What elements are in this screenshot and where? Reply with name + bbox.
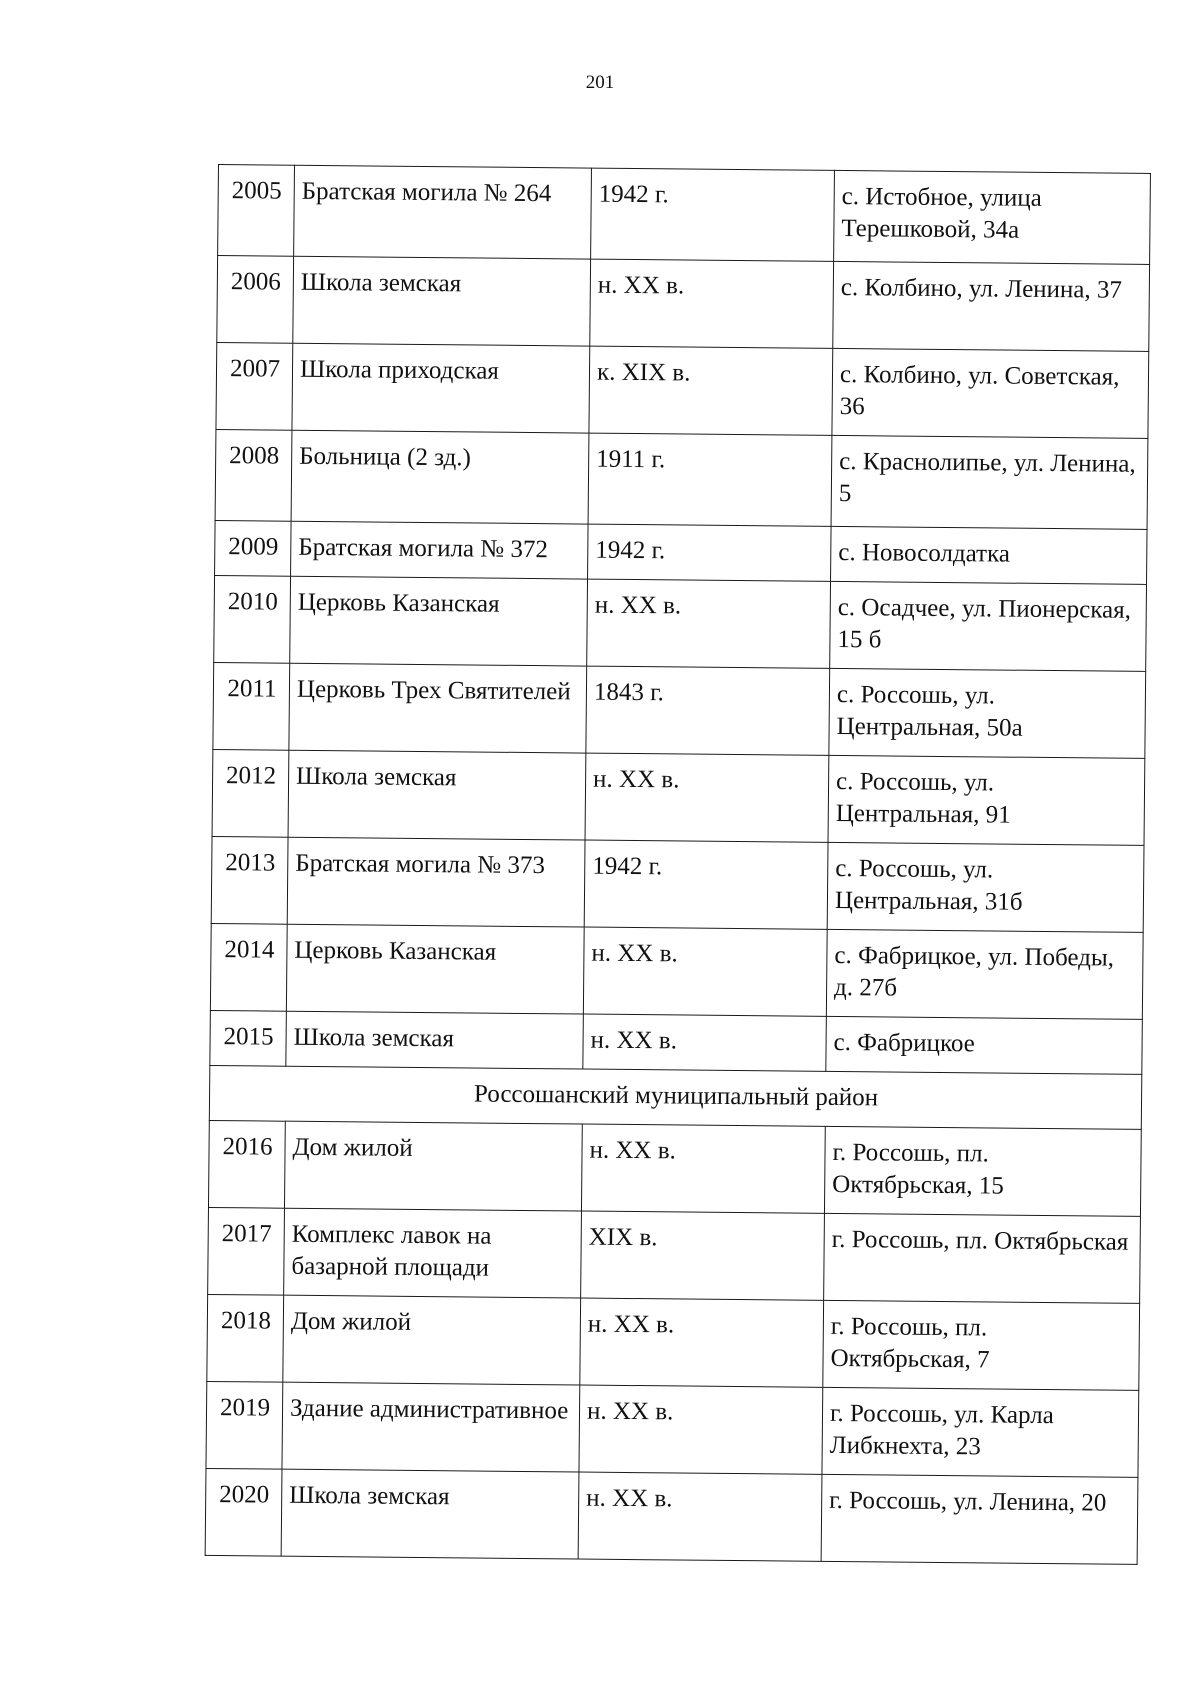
table-row <box>208 1207 1141 1303</box>
object-name: Школа земская <box>293 256 591 346</box>
object-date: 1911 г. <box>588 433 832 526</box>
row-number: 2014 <box>210 923 287 1011</box>
object-name: Церковь Казанская <box>290 576 588 666</box>
object-address: с. Фабрицкое <box>826 1016 1143 1074</box>
heritage-registry-table <box>205 164 1151 1565</box>
object-name: Дом жилой <box>284 1121 582 1211</box>
table-row <box>214 575 1147 671</box>
page-number: 201 <box>585 72 615 93</box>
object-date: 1843 г. <box>586 666 830 755</box>
row-number: 2012 <box>212 749 289 837</box>
table-row <box>208 1120 1141 1216</box>
object-address: г. Россошь, пл. Октябрьская <box>824 1213 1141 1303</box>
object-name: Дом жилой <box>283 1295 581 1385</box>
table-row <box>205 1468 1138 1564</box>
row-number: 2009 <box>215 520 292 576</box>
object-date: н. XX в. <box>585 753 829 842</box>
section-title: Россошанский муниципальный район <box>209 1065 1141 1129</box>
object-name: Здание административное <box>282 1382 580 1472</box>
table-row <box>211 836 1144 932</box>
table-row <box>213 662 1146 758</box>
object-name: Школа земская <box>281 1469 579 1559</box>
object-date: н. XX в. <box>587 579 831 668</box>
object-address: с. Колбино, ул. Ленина, 37 <box>833 261 1150 351</box>
section-row <box>209 1065 1141 1129</box>
row-number: 2006 <box>217 256 294 344</box>
row-number: 2017 <box>208 1207 285 1295</box>
object-address: г. Россошь, ул. Ленина, 20 <box>821 1474 1138 1564</box>
table-row <box>215 520 1147 584</box>
row-number: 2007 <box>216 342 293 430</box>
object-date: XIX в. <box>581 1211 825 1300</box>
object-address: г. Россошь, пл. Октябрьская, 7 <box>823 1300 1140 1390</box>
object-address: с. Россошь, ул. Центральная, 31б <box>827 842 1144 932</box>
object-date: 1942 г. <box>588 524 832 581</box>
object-address: с. Россошь, ул. Центральная, 91 <box>828 755 1145 845</box>
object-address: с. Россошь, ул. Центральная, 50а <box>829 668 1146 758</box>
object-name: Школа приходская <box>292 343 590 433</box>
object-date: к. XIX в. <box>589 346 833 435</box>
table-row <box>215 429 1148 529</box>
row-number: 2011 <box>213 662 290 750</box>
table-row <box>210 1010 1142 1074</box>
row-number: 2016 <box>208 1120 285 1208</box>
row-number: 2019 <box>206 1381 283 1469</box>
row-number: 2005 <box>218 165 295 257</box>
object-name: Комплекс лавок на базарной площади <box>284 1208 582 1298</box>
object-date: н. XX в. <box>579 1385 823 1474</box>
object-date: н. XX в. <box>583 927 827 1016</box>
object-name: Церковь Трех Святителей <box>289 663 587 753</box>
object-name: Школа земская <box>286 1011 584 1069</box>
table-row <box>218 165 1151 265</box>
object-name: Братская могила № 372 <box>291 521 589 579</box>
object-address: с. Фабрицкое, ул. Победы, д. 27б <box>826 929 1143 1019</box>
object-name: Церковь Казанская <box>286 924 584 1014</box>
row-number: 2018 <box>207 1294 284 1382</box>
object-date: 1942 г. <box>584 840 828 929</box>
object-name: Школа земская <box>288 750 586 840</box>
table-row <box>216 342 1149 438</box>
table-row <box>210 923 1143 1019</box>
object-name: Братская могила № 264 <box>294 165 592 259</box>
object-address: г. Россошь, пл. Октябрьская, 15 <box>824 1126 1141 1216</box>
object-address: с. Новосолдатка <box>831 526 1148 584</box>
object-address: с. Колбино, ул. Советская, 36 <box>832 348 1149 438</box>
object-address: с. Краснолипье, ул. Ленина, 5 <box>831 435 1148 529</box>
row-number: 2010 <box>214 575 291 663</box>
object-address: с. Осадчее, ул. Пионерская, 15 б <box>830 581 1147 671</box>
table-row <box>207 1294 1140 1390</box>
object-date: н. XX в. <box>590 259 834 348</box>
object-address: г. Россошь, ул. Карла Либкнехта, 23 <box>822 1387 1139 1477</box>
object-name: Больница (2 зд.) <box>291 430 589 524</box>
object-date: н. XX в. <box>581 1124 825 1213</box>
object-date: н. XX в. <box>580 1298 824 1387</box>
object-address: с. Истобное, улица Терешковой, 34а <box>834 170 1151 264</box>
row-number: 2015 <box>210 1010 287 1066</box>
table-row <box>217 256 1150 352</box>
row-number: 2020 <box>205 1468 282 1556</box>
object-date: 1942 г. <box>591 168 835 261</box>
object-date: н. XX в. <box>583 1014 827 1071</box>
object-date: н. XX в. <box>578 1472 822 1561</box>
table-row <box>206 1381 1139 1477</box>
row-number: 2008 <box>215 429 292 521</box>
row-number: 2013 <box>211 836 288 924</box>
object-name: Братская могила № 373 <box>287 837 585 927</box>
table-row <box>212 749 1145 845</box>
